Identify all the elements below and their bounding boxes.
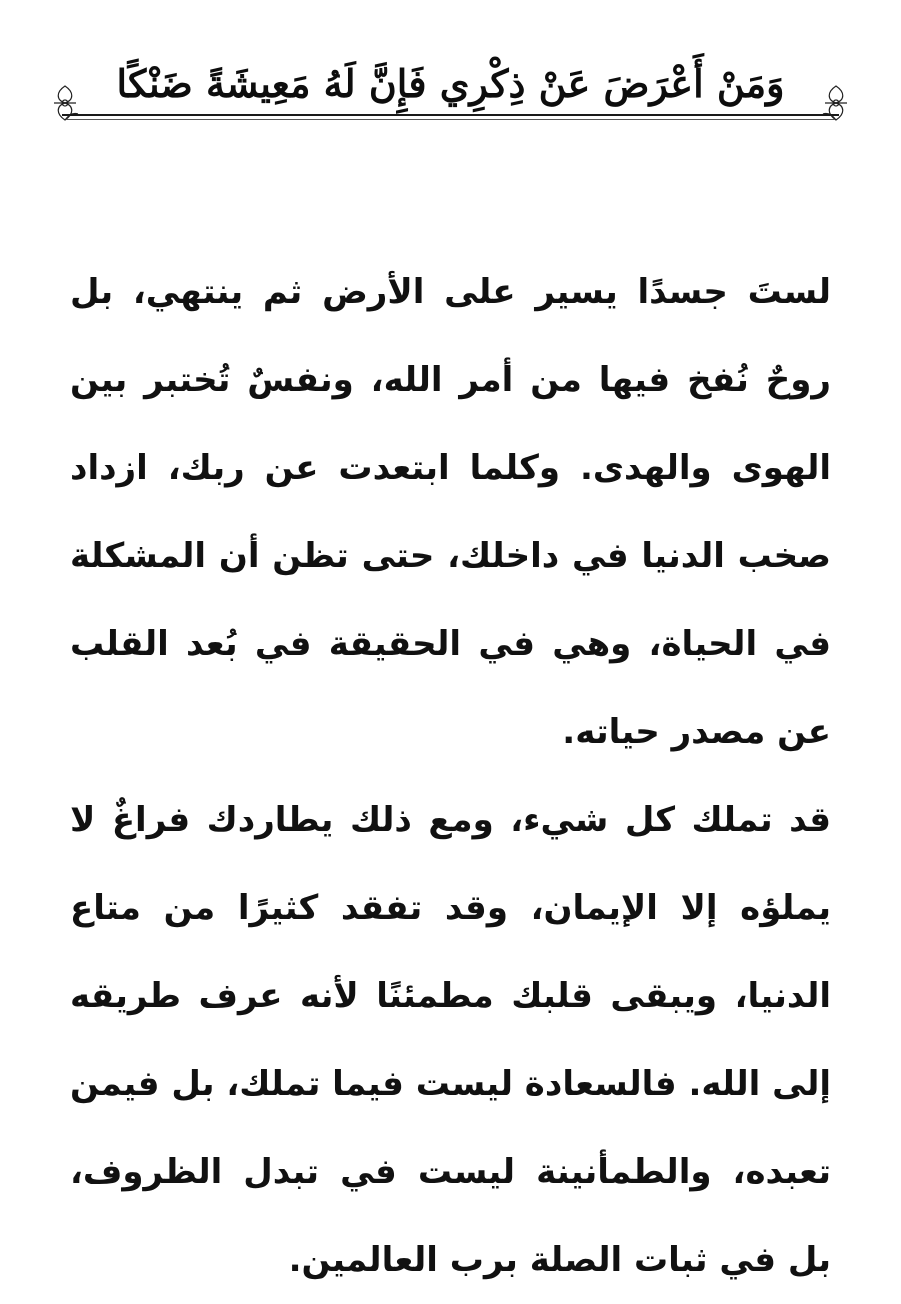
verse-header (50, 52, 851, 122)
paragraph-2: قد تملك كل شيء، ومع ذلك يطاردك فراغٌ لا يملؤه إلا الإيمان، وقد تفقد كثيرًا من متاع الدنيا، ويبقى قلبك مطمئنًا لأنه عرف طريقه إلى الله. فالسعادة ليست فيما تملك، بل فيمن تعبده، والطمأنينة ليست في تبدل الظروف، بل في ثبات الصلة برب العالمين. (70, 800, 831, 1280)
body-text (70, 248, 831, 1304)
paragraph-1: لستَ جسدًا يسير على الأرض ثم ينتهي، بل روحٌ نُفخ فيها من أمر الله، ونفسٌ تُختبر بين الهوى والهدى. وكلما ابتعدت عن ربك، ازداد صخب الدنيا في داخلك، حتى تظن أن المشكلة في الحياة، وهي في الحقيقة في بُعد القلب عن مصدر حياته. (70, 272, 831, 752)
quran-verse: وَمَنْ أَعْرَضَ عَنْ ذِكْرِي فَإِنَّ لَهُ مَعِيشَةً ضَنْكًا (116, 61, 785, 106)
verse-underline-thin (66, 119, 835, 120)
left-ornament-icon (50, 82, 80, 124)
verse-underline (62, 114, 839, 116)
right-ornament-icon (821, 82, 851, 124)
